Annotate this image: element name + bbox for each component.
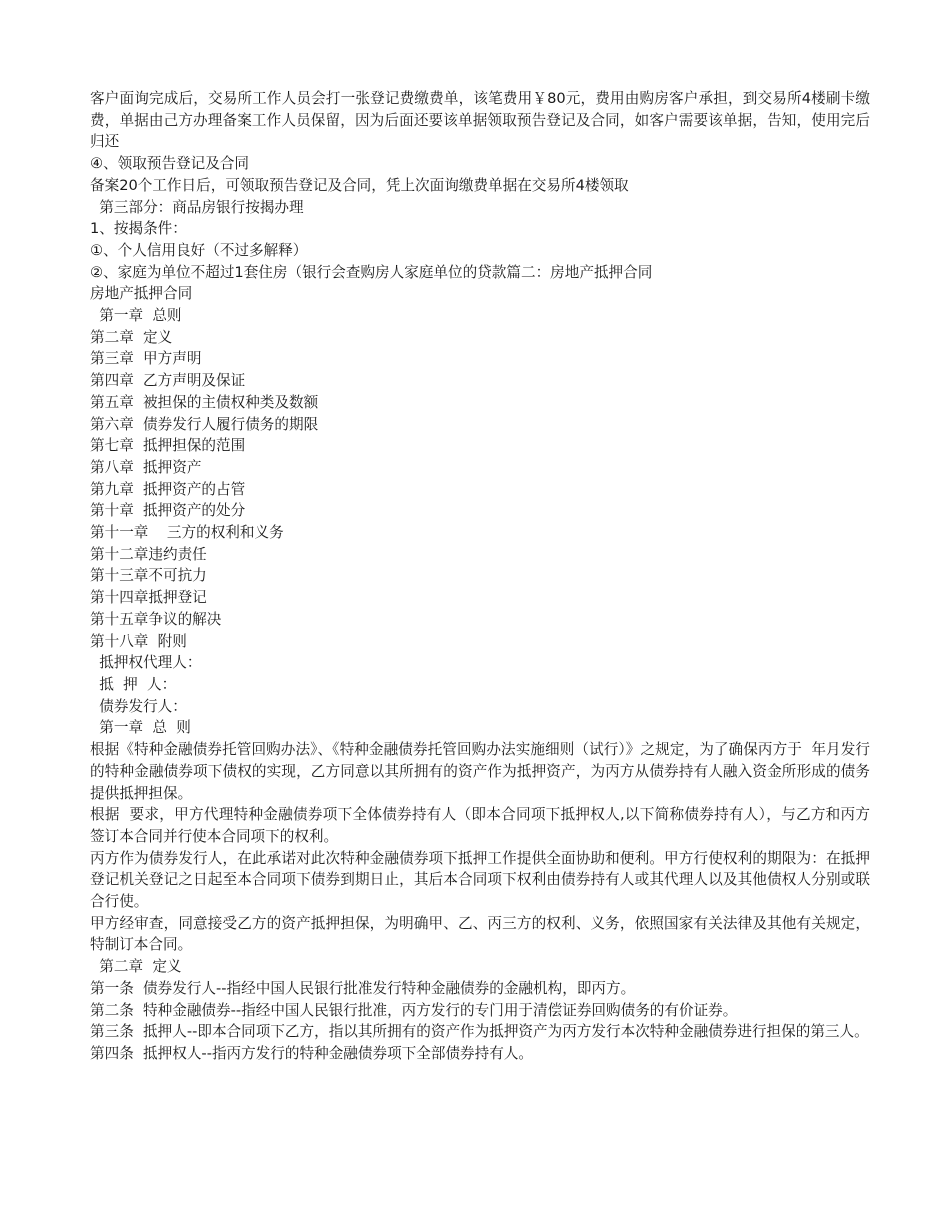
article-1: 第一条 债券发行人--指经中国人民银行批准发行特种金融债券的金融机构，即丙方。 bbox=[90, 979, 636, 997]
toc-chapter-10: 第十章 抵押资产的处分 bbox=[90, 502, 246, 520]
toc-chapter-6: 第六章 债券发行人履行债务的期限 bbox=[90, 415, 319, 433]
section-heading-part-three: 第三部分：商品房银行按揭办理 bbox=[90, 198, 304, 216]
paragraph-review-acceptance: 甲方经审查，同意接受乙方的资产抵押担保，为明确甲、乙、丙三方的权利、义务，依照国家有关法律及其他有关规定，特制订本合同。 bbox=[90, 914, 870, 954]
toc-chapter-3: 第三章 甲方声明 bbox=[90, 350, 202, 368]
toc-chapter-18: 第十八章 附则 bbox=[90, 632, 187, 650]
toc-chapter-1: 第一章 总则 bbox=[90, 307, 182, 325]
list-item-credit: ①、个人信用良好（不过多解释） bbox=[90, 241, 308, 259]
article-3: 第三条 抵押人--即本合同项下乙方，指以其所拥有的资产作为抵押资产为丙方发行本次特种金融债券进行担保的第三人。 bbox=[90, 1023, 869, 1041]
toc-chapter-12: 第十二章违约责任 bbox=[90, 545, 207, 563]
list-heading-mortgage-conditions: 1、按揭条件： bbox=[90, 220, 187, 238]
toc-chapter-14: 第十四章抵押登记 bbox=[90, 589, 207, 607]
party-bond-issuer: 债券发行人： bbox=[90, 697, 187, 715]
chapter-heading-general: 第一章 总 则 bbox=[90, 719, 191, 737]
toc-chapter-9: 第九章 抵押资产的占管 bbox=[90, 480, 246, 498]
toc-chapter-15: 第十五章争议的解决 bbox=[90, 610, 222, 628]
chapter-heading-definitions: 第二章 定义 bbox=[90, 958, 182, 976]
toc-chapter-4: 第四章 乙方声明及保证 bbox=[90, 372, 246, 390]
paragraph-legal-basis: 根据《特种金融债券托管回购办法》、《特种金融债券托管回购办法实施细则（试行）》之规定，为了确保丙方于 年月发行的特种金融债券项下债权的实现，乙方同意以其所拥有的资产作为抵押资产，为丙方从债券持有人融入资金所形成的债务提供抵押担保。 bbox=[90, 741, 870, 802]
article-4: 第四条 抵押权人--指丙方发行的特种金融债券项下全部债券持有人。 bbox=[90, 1044, 534, 1062]
list-item-housing-limit: ②、家庭为单位不超过1套住房（银行会查购房人家庭单位的贷款篇二：房地产抵押合同 bbox=[90, 263, 653, 281]
toc-chapter-11: 第十一章 三方的权利和义务 bbox=[90, 524, 284, 542]
toc-chapter-13: 第十三章不可抗力 bbox=[90, 567, 207, 585]
party-mortgagor: 抵 押 人： bbox=[90, 675, 177, 693]
article-2: 第二条 特种金融债券--指经中国人民银行批准，丙方发行的专门用于清偿证券回购债务的有价证券。 bbox=[90, 1001, 738, 1019]
paragraph-agent-authority: 根据 要求，甲方代理特种金融债券项下全体债券持有人（即本合同项下抵押权人,以下简称债券持有人），与乙方和丙方签订本合同并行使本合同项下的权利。 bbox=[90, 806, 870, 845]
toc-chapter-5: 第五章 被担保的主债权种类及数额 bbox=[90, 393, 319, 411]
toc-chapter-2: 第二章 定义 bbox=[90, 328, 173, 346]
step-heading-collect-contract: ④、领取预告登记及合同 bbox=[90, 155, 250, 173]
document-body bbox=[90, 88, 870, 1065]
toc-chapter-8: 第八章 抵押资产 bbox=[90, 458, 202, 476]
paragraph-fee-notice: 客户面询完成后，交易所工作人员会打一张登记费缴费单，该笔费用￥80元，费用由购房客户承担，到交易所4楼刷卡缴费，单据由己方办理备案工作人员保留，因为后面还要该单据领取预告登记及合同，如客户需要该单据，告知，使用完后归还 bbox=[90, 90, 870, 151]
paragraph-issuer-commitment: 丙方作为债券发行人，在此承诺对此次特种金融债券项下抵押工作提供全面协助和便利。甲方行使权利的期限为：在抵押登记机关登记之日起至本合同项下债券到期日止，其后本合同项下权利由债券持有人或其代理人以及其他债权人分别或联合行使。 bbox=[90, 849, 870, 911]
paragraph-collect-contract: 备案20个工作日后，可领取预告登记及合同，凭上次面询缴费单据在交易所4楼领取 bbox=[90, 176, 629, 194]
party-mortgage-agent: 抵押权代理人： bbox=[90, 654, 202, 672]
toc-chapter-7: 第七章 抵押担保的范围 bbox=[90, 437, 246, 455]
contract-title: 房地产抵押合同 bbox=[90, 285, 193, 303]
